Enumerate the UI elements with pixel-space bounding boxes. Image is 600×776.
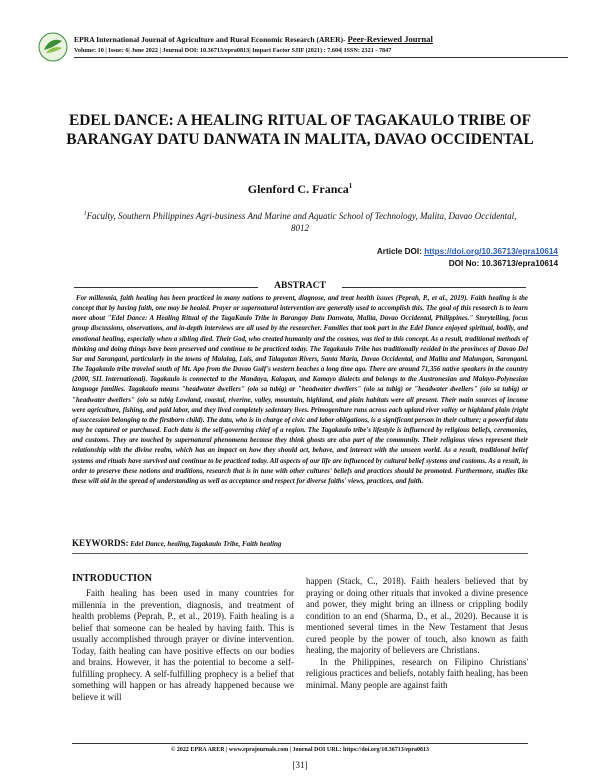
abstract-text: For millennia, faith healing has been practiced in many nations to prevent, diagnose, and treat health issues (Peprah, P., et al., 2019). Faith healing is the concept that by having faith, one may be healed. Prayer or supernatural intervention are generally used to accomplish this. The goal of this research is to learn more about "Edel Dance: A Healing Ritual of the TagaKaulo Tribe in Barangay Datu Danwata, Malita, Davao Occidental, Philippines." Storytelling, focus group discussions, observations, and in-depth interviews are all used by the researcher. Families that took part in the Edel Dance enjoyed spiritual, bodily, and emotional healing, especially when a sibling died. Their God, who created humanity and the cosmos, was tied to this concept. As a result, traditional methods of thinking and doing things have been preserved and continue to be practiced today. The Tagakaulo Tribe has traditionally resided in the provinces of Davao Del Sur and Sarangani, particularly in the towns of Malalag, Lais, and Talagutan Rivers, Santa Maria, Davao Occidental, and Malita and Malungon, Sarangani. The Tagakaulo tribe traveled south of Mt. Apo from the Davao Gulf's western beaches a long time ago. There are around 71,356 native speakers in the country (2000, SIL International). Tagakaulo is connected to the Mandaya, Kalagan, and Kamayo dialects and belongs to the Austronesian and Malayo-Polynesian language families. Tagakaulo means "headwater dwellers" (olo sa tubig) or "headwater dwellers" (olo sa tubig) or "headwater dwellers" (olo sa tubig) or "headwater dwellers" (olo sa tubig Lowland, coastal, riverine, valley, mountain, highland, and plain habitats were all present. Their main sources of income were agriculture, fishing, and paid labor, and they lived completely sedentary lives. Primogeniture runs across each upland river valley or highland plain (right of succession belonging to the firstborn child). The datu, who is in charge of civic and labor obligations, is a significant person in their culture; a powerful datu may be captured or purchased. Each datu is the self-governing chief of a region. The Tagakaulo tribe's lifestyle is influenced by religious beliefs, ceremonies, and customs. They are touched by supernatural phenomena because they think ghosts are also part of the community. Their religious views represent their relationship with the divine realm, which has an impact on how they should act, behave, and interact with the unseen world. As a result, traditional belief systems and rituals have survived and continue to be practiced today. All aspects of our life are influenced by cultural belief systems and customs. As a result, in order to preserve these notions and traditions, research that is in tune with other cultures' beliefs and practices should be promoted. Furthermore, studies like these will aid in the spread of understanding as well as acceptance and respect for diverse faiths' views, practices, and faith. xyxy=(72,295,528,485)
paper-title: EDEL DANCE: A HEALING RITUAL OF TAGAKAULO TRIBE OF BARANGAY DATU DANWATA IN MALITA, DAVAO OCCIDENTAL xyxy=(66,112,534,148)
page-footer: © 2022 EPRA ARER | www.eprajournals.com | Journal DOI URL: https://doi.org/10.36713/epra0813 xyxy=(170,747,430,753)
keywords-text: Edel Dance, healing,Tagakaulo Tribe, Faith healing xyxy=(128,540,282,548)
journal-meta: Volume: 10 | Issue: 6| June 2022 | Journal DOI: 10.36713/epra0813| Impact Factor SJIF (2021) : 7.604| ISSN: 2321 - 7847 xyxy=(74,47,392,54)
affiliation-sup: 1 xyxy=(83,211,87,217)
journal-header xyxy=(38,30,568,70)
keywords xyxy=(72,538,528,548)
footer-divider xyxy=(72,743,528,744)
intro-paragraph-2: In the Philippines, research on Filipino Christians' religious practices and beliefs, notably faith healing, has been minimal. Many people are against faith xyxy=(306,656,528,690)
page-number: [31] xyxy=(292,760,308,770)
header-divider xyxy=(74,57,568,58)
keywords-label: KEYWORDS: xyxy=(72,538,129,548)
introduction-heading: INTRODUCTION xyxy=(72,573,153,584)
abstract-title: ABSTRACT xyxy=(274,281,326,291)
intro-right-column xyxy=(306,576,528,691)
affiliation xyxy=(80,208,520,234)
keywords-divider xyxy=(72,553,528,554)
author-sup: 1 xyxy=(348,182,353,190)
doi-number: DOI No: 10.36713/epra10614 xyxy=(448,259,558,268)
peer-reviewed-label: Peer-Reviewed Journal xyxy=(347,34,433,44)
abstract-heading xyxy=(74,281,526,293)
epra-logo-icon xyxy=(38,32,68,62)
affiliation-text: Faculty, Southern Philippines Agri-business And Marine and Aquatic School of Technology, Malita, Davao Occidental, 8012 xyxy=(86,211,517,233)
intro-paragraph-1: happen (Stack, C., 2018). Faith healers believed that by praying or doing other rituals that invoked a divine presence and power, they might bring an illness or crippling bodily condition to an end (Sharma, D., et al., 2020). Because it is mentioned several times in the New Testament that Jesus cured people by the power of touch, also known as faith healing, the majority of believers are Christians. xyxy=(306,576,528,655)
article-doi xyxy=(377,246,558,258)
author-name: Glenford C. Franca xyxy=(247,182,349,196)
article-doi-label: Article DOI: xyxy=(376,247,422,256)
abstract-rule-left xyxy=(74,287,258,288)
intro-left-column: Faith healing has been used in many countries for millennia in the prevention, diagnosis, and treatment of health problems (Peprah, P., et al., 2019). Faith healing is a belief that someone can be healed by having faith. This is usually accomplished through prayer or divine intervention. Today, faith healing can have positive effects on our bodies and brains. However, it has the potential to become a self-fulfilling prophecy. A self-fulfilling prophecy is a belief that something will happen or has already happened because we believe it will xyxy=(72,588,294,702)
journal-name: EPRA International Journal of Agriculture and Rural Economic Research (ARER)- Peer-Reviewed Journal xyxy=(74,34,433,44)
abstract-rule-right xyxy=(342,287,526,288)
article-doi-link[interactable]: https://doi.org/10.36713/epra10614 xyxy=(424,247,558,256)
author xyxy=(0,182,600,197)
doi-block xyxy=(377,246,558,270)
